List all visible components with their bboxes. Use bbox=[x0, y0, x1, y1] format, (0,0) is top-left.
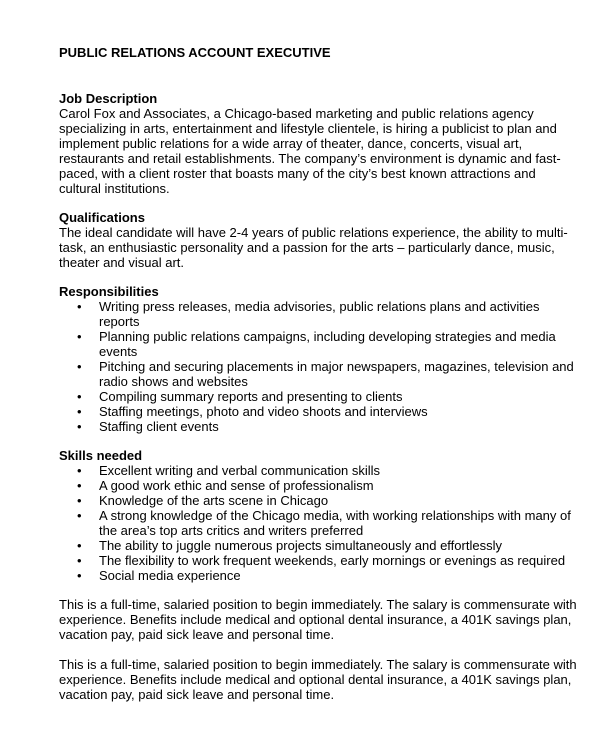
skill-item: • Social media experience bbox=[59, 568, 580, 583]
responsibilities-heading: Responsibilities bbox=[59, 284, 159, 299]
responsibility-item: • Pitching and securing placements in major newspapers, magazines, television and radio shows and websites bbox=[59, 359, 580, 389]
skills-section bbox=[59, 448, 580, 583]
job-description-heading: Job Description bbox=[59, 91, 158, 106]
qualifications-heading: Qualifications bbox=[59, 210, 145, 225]
skill-item: • A strong knowledge of the Chicago media, with working relationships with many of the area’s top arts critics and writers preferred bbox=[59, 508, 580, 538]
job-description-section bbox=[59, 91, 580, 196]
skill-item: • The flexibility to work frequent weekends, early mornings or evenings as required bbox=[59, 553, 580, 568]
skill-item: • A good work ethic and sense of professionalism bbox=[59, 478, 580, 493]
skill-item: • Excellent writing and verbal communication skills bbox=[59, 463, 580, 478]
closing-paragraph: This is a full-time, salaried position to begin immediately. The salary is commensurate with experience. Benefits include medical and optional dental insurance, a 401K savings plan, vacation pay, paid sick leave and personal time. bbox=[59, 597, 577, 642]
responsibility-item: • Staffing client events bbox=[59, 419, 580, 434]
responsibilities-section bbox=[59, 284, 580, 434]
document-title: PUBLIC RELATIONS ACCOUNT EXECUTIVE bbox=[59, 45, 331, 60]
skill-item: • The ability to juggle numerous projects simultaneously and effortlessly bbox=[59, 538, 580, 553]
qualifications-section bbox=[59, 210, 580, 270]
responsibilities-list bbox=[59, 299, 580, 434]
closing-paragraph: This is a full-time, salaried position to begin immediately. The salary is commensurate with experience. Benefits include medical and optional dental insurance, a 401K savings plan, vacation pay, paid sick leave and personal time. bbox=[59, 657, 577, 702]
responsibility-item: • Planning public relations campaigns, including developing strategies and media events bbox=[59, 329, 580, 359]
skill-item: • Knowledge of the arts scene in Chicago bbox=[59, 493, 580, 508]
job-description-text: Carol Fox and Associates, a Chicago-based marketing and public relations agency specializing in arts, entertainment and lifestyle clientele, is hiring a publicist to plan and implement public relations for a wide array of theater, dance, concerts, visual art, restaurants and retail establishments. The company’s environment is dynamic and fast-paced, with a client roster that boasts many of the city’s best known attractions and cultural institutions. bbox=[59, 106, 561, 196]
qualifications-text: The ideal candidate will have 2-4 years of public relations experience, the ability to multi-task, an enthusiastic personality and a passion for the arts – particularly dance, music, theater and visual art. bbox=[59, 225, 568, 270]
responsibility-item: • Compiling summary reports and presenting to clients bbox=[59, 389, 580, 404]
responsibility-item: • Staffing meetings, photo and video shoots and interviews bbox=[59, 404, 580, 419]
skills-heading: Skills needed bbox=[59, 448, 143, 463]
skills-list bbox=[59, 463, 580, 583]
responsibility-item: • Writing press releases, media advisories, public relations plans and activities reports bbox=[59, 299, 580, 329]
